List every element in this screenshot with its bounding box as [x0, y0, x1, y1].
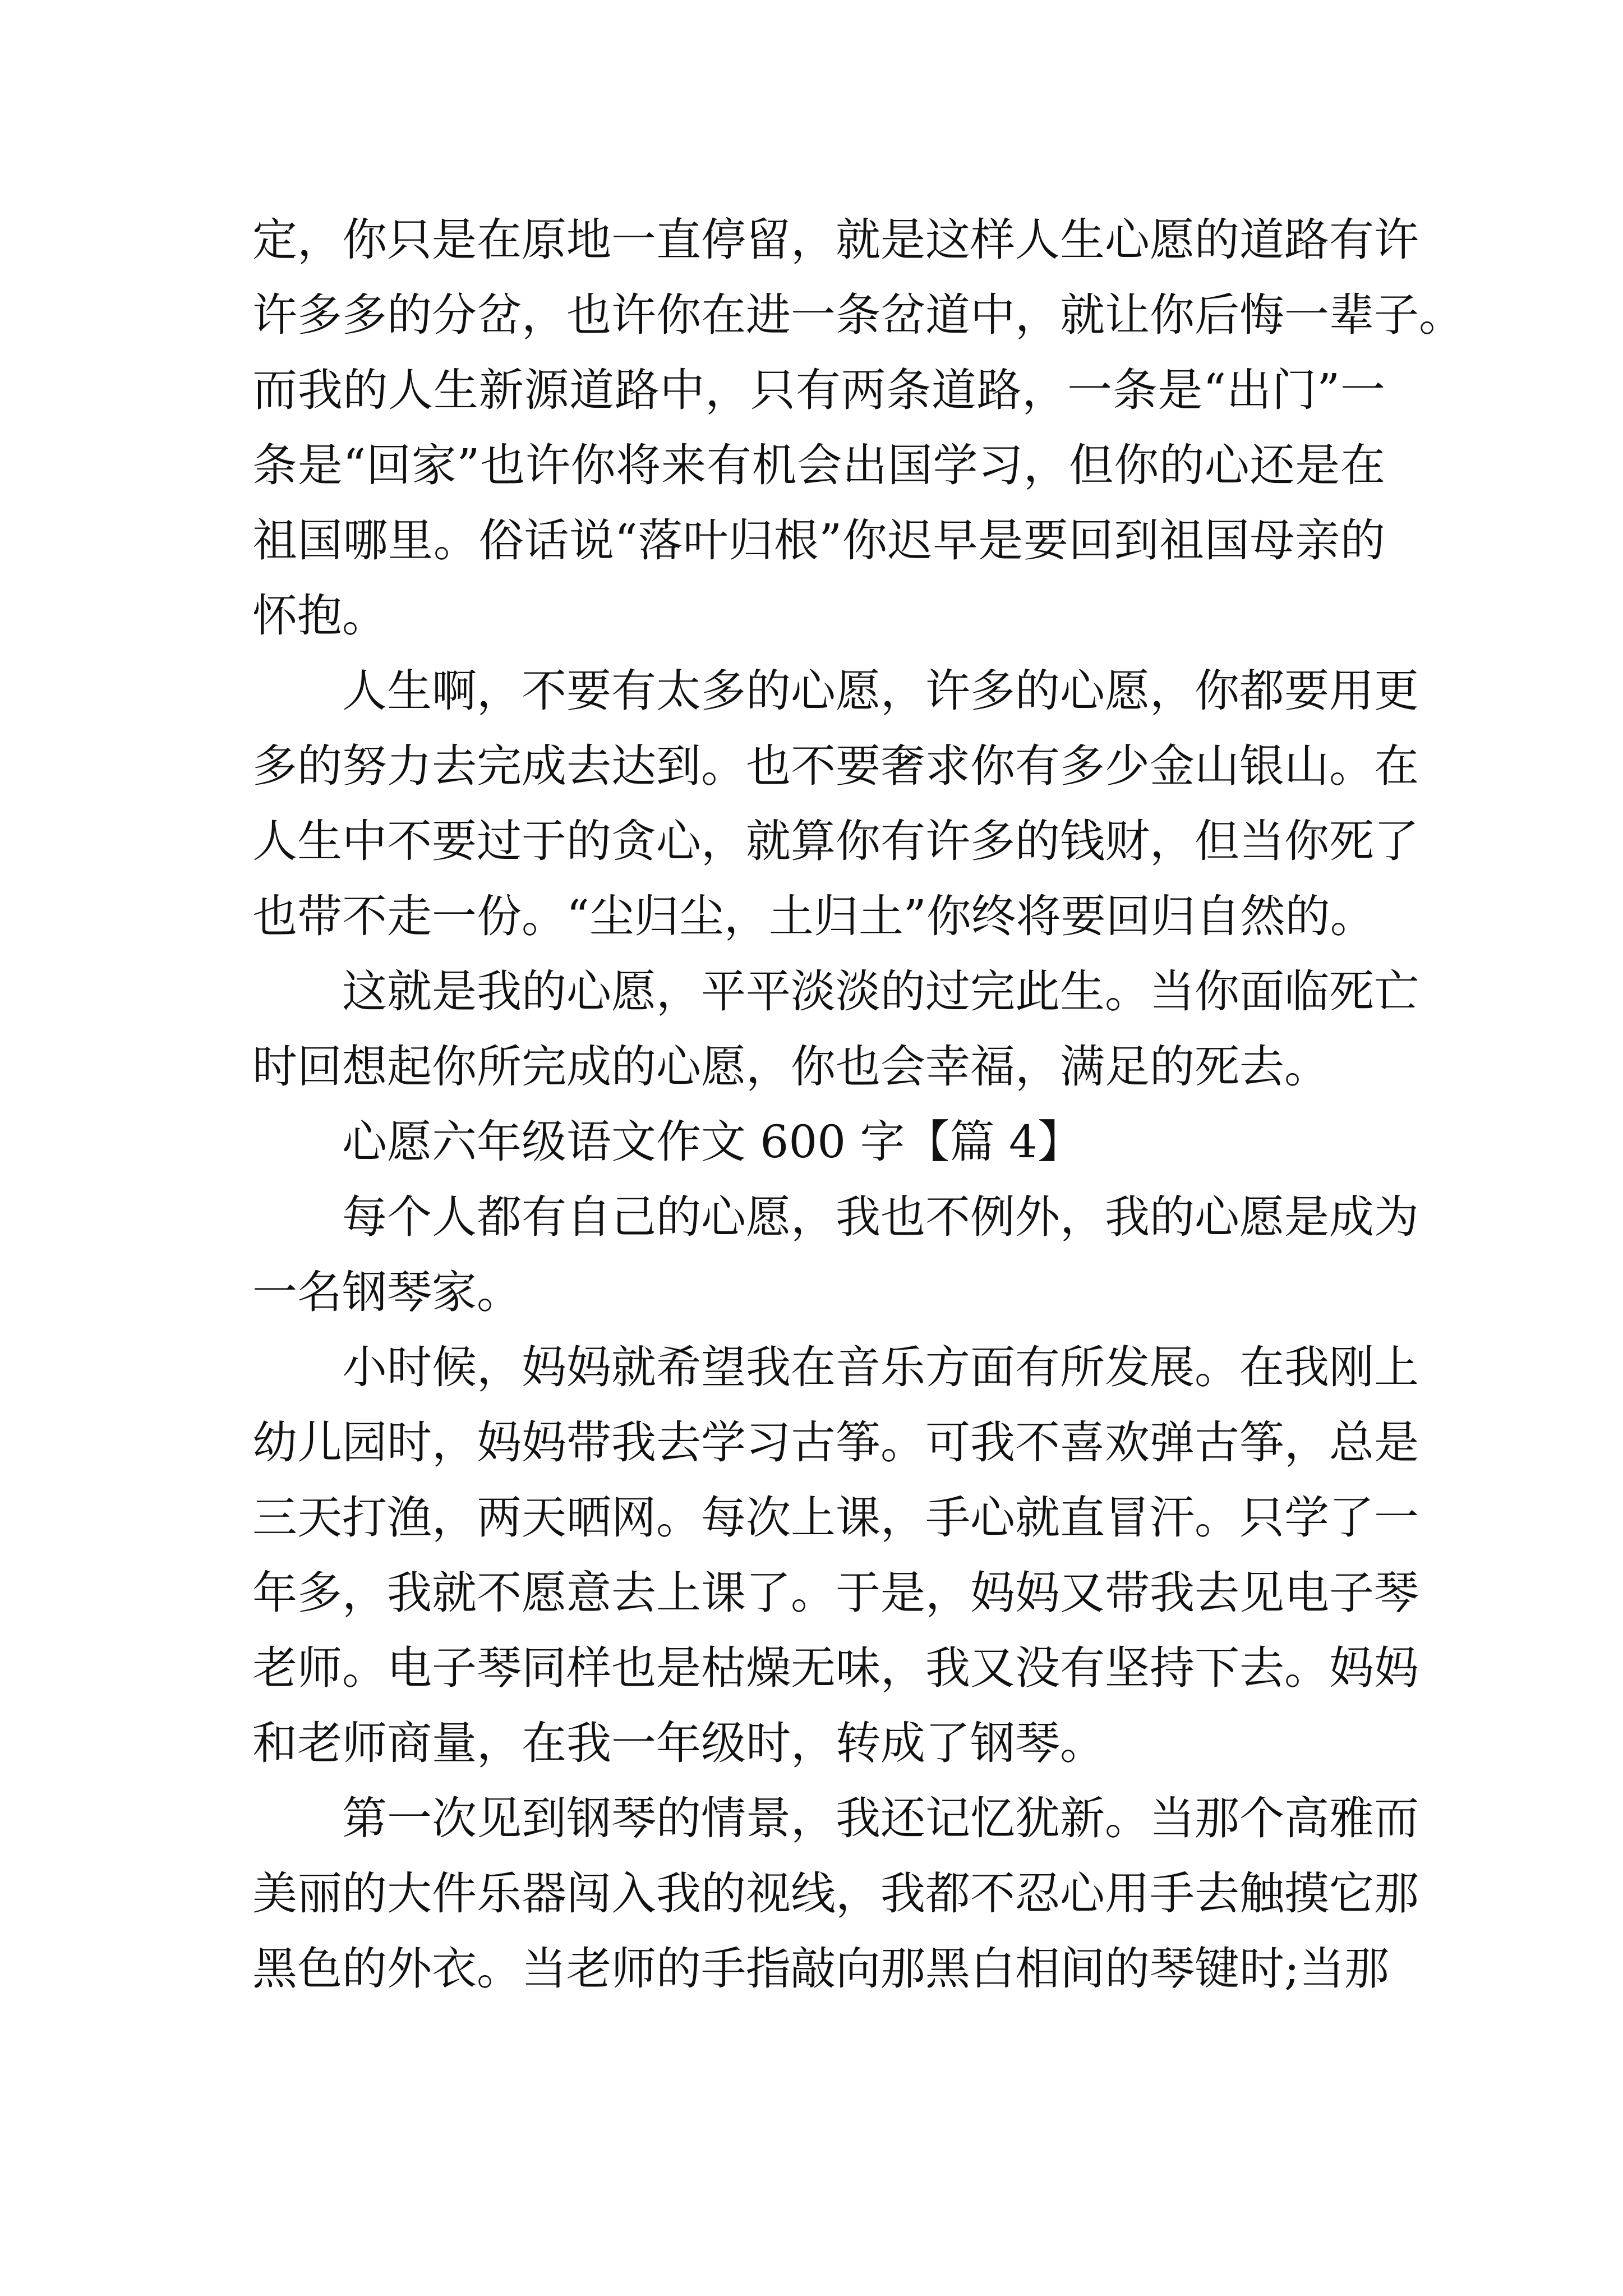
text-line: 怀抱。	[252, 590, 387, 642]
text-line: 定，你只是在原地一直停留，就是这样人生心愿的道路有许	[252, 214, 1419, 266]
text-line: 时回想起你所完成的心愿，你也会幸福，满足的死去。	[252, 1041, 1329, 1093]
text-line: 老师。电子琴同样也是枯燥无味，我又没有坚持下去。妈妈	[252, 1642, 1419, 1694]
text-line: 也带不走一份。“尘归尘，土归土”你终将要回归自然的。	[252, 890, 1375, 942]
paragraph-first-line: 小时候，妈妈就希望我在音乐方面有所发展。在我刚上	[342, 1341, 1419, 1393]
text-line: 幼儿园时，妈妈带我去学习古筝。可我不喜欢弹古筝，总是	[252, 1416, 1419, 1469]
paragraph-first-line: 每个人都有自己的心愿，我也不例外，我的心愿是成为	[342, 1191, 1419, 1243]
paragraph-first-line: 这就是我的心愿，平平淡淡的过完此生。当你面临死亡	[342, 965, 1419, 1018]
text-line: 三天打渔，两天晒网。每次上课，手心就直冒汗。只学了一	[252, 1492, 1419, 1544]
paragraph-first-line: 人生啊，不要有太多的心愿，许多的心愿，你都要用更	[342, 665, 1419, 717]
text-line: 祖国哪里。俗话说“落叶归根”你迟早是要回到祖国母亲的	[252, 514, 1385, 567]
text-line: 和老师商量，在我一年级时，转成了钢琴。	[252, 1717, 1105, 1769]
text-line: 人生中不要过于的贪心，就算你有许多的钱财，但当你死了	[252, 815, 1419, 867]
text-line: 年多，我就不愿意去上课了。于是，妈妈又带我去见电子琴	[252, 1567, 1419, 1619]
text-line: 黑色的外衣。当老师的手指敲向那黑白相间的琴键时;当那	[252, 1943, 1389, 1995]
paragraph-first-line: 第一次见到钢琴的情景，我还记忆犹新。当那个高雅而	[342, 1792, 1419, 1844]
text-line: 多的努力去完成去达到。也不要奢求你有多少金山银山。在	[252, 740, 1419, 792]
text-line: 而我的人生新源道路中，只有两条道路，一条是“出门”一	[252, 364, 1385, 416]
text-line: 条是“回家”也许你将来有机会出国学习，但你的心还是在	[252, 439, 1385, 491]
section-heading: 心愿六年级语文作文 600 字【篇 4】	[342, 1116, 1082, 1168]
text-line: 许多多的分岔，也许你在进一条岔道中，就让你后悔一辈子。	[252, 289, 1464, 341]
text-line: 美丽的大件乐器闯入我的视线，我都不忍心用手去触摸它那	[252, 1867, 1419, 1920]
text-line: 一名钢琴家。	[252, 1266, 522, 1318]
